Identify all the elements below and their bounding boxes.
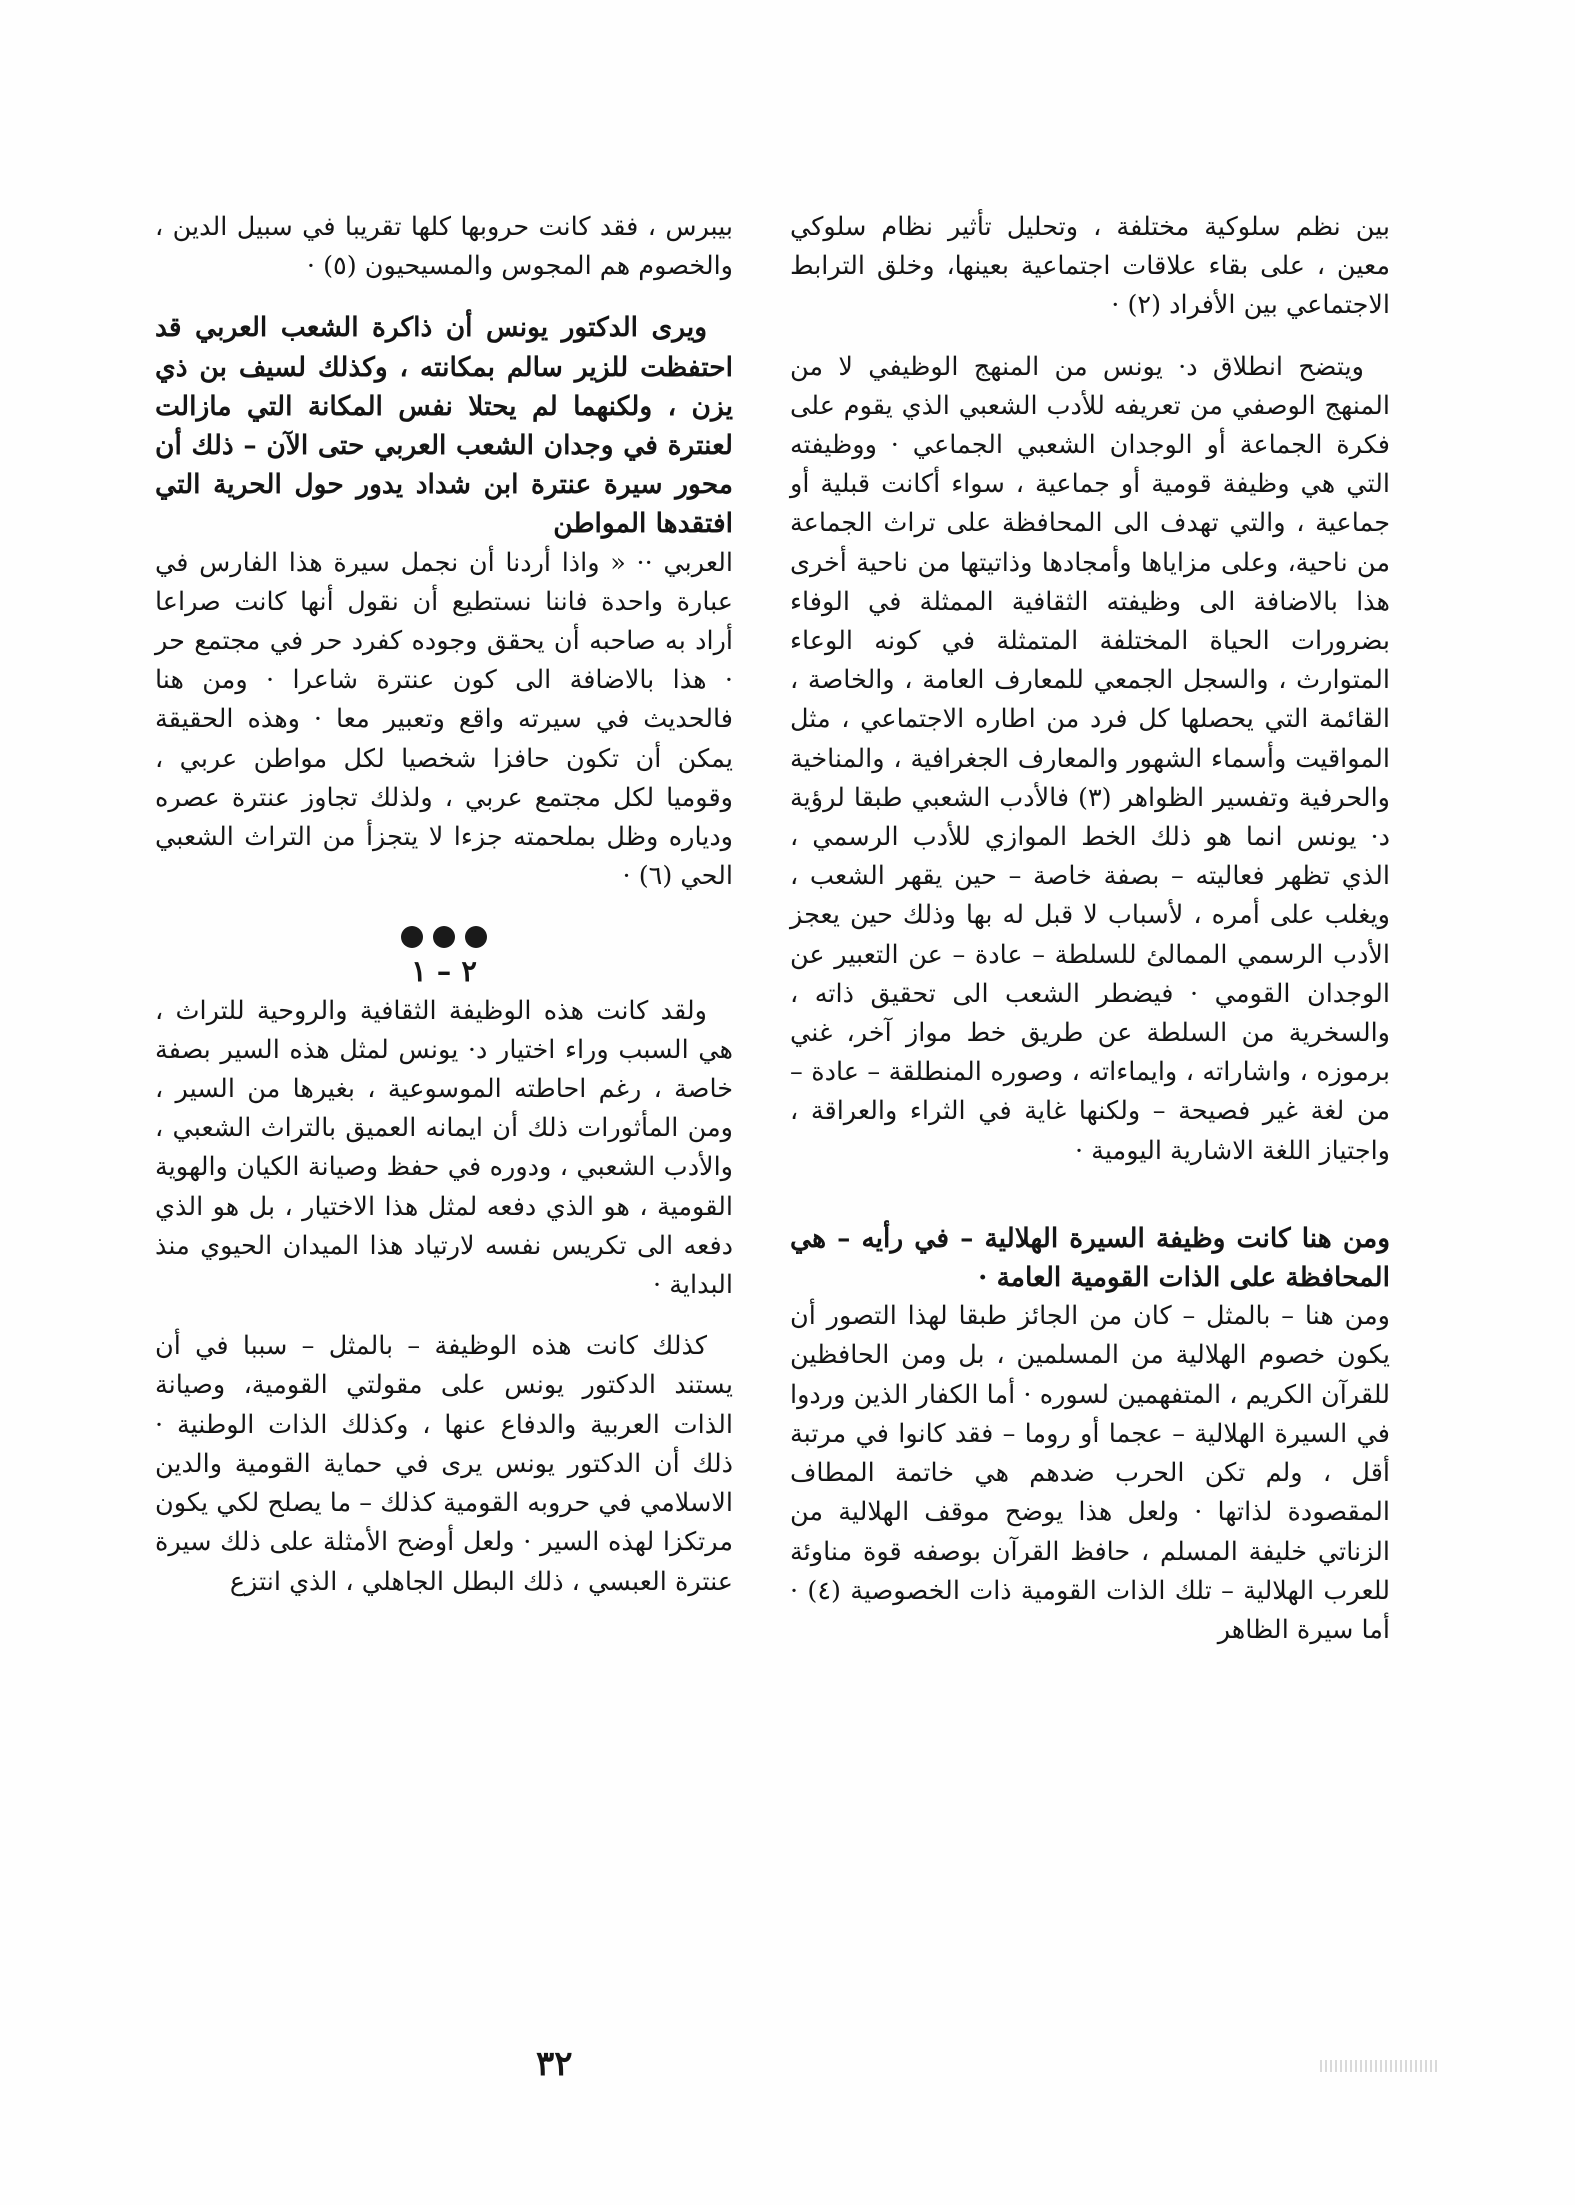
paragraph: ومن هنا – بالمثل – كان من الجائز طبقا لهذا التصور أن يكون خصوم الهلالية من المسلمين ، بل ومن الحافظين للقرآن الكريم ، المتفهمين لسوره · أما الكفار الذين وردوا في السيرة الهلالية – عجما أو روما – فقد كانوا في مرتبة أقل ، ولم تكن الحرب ضدهم هي خاتمة المطاف المقصودة لذاتها · ولعل هذا يوضح موقف الهلالية من الزناتي خليفة المسلم ، حافظ القرآن بوصفه قوة مناوئة للعرب الهلالية – تلك الذات القومية ذات الخصوصية (٤) · أما سيرة الظاهر <box>790 1301 1390 1645</box>
scan-artifact <box>1320 2060 1440 2072</box>
paragraph: بيبرس ، فقد كانت حروبها كلها تقريبا في سبيل الدين ، والخصوم هم المجوس والمسيحيون (٥) · <box>155 212 733 282</box>
left-column <box>155 208 733 1602</box>
page-number: ٣٢ <box>536 2044 573 2084</box>
section-divider-dots <box>155 926 733 952</box>
dot-icon <box>433 926 455 948</box>
dot-icon <box>401 926 423 948</box>
dot-icon <box>465 926 487 948</box>
right-column <box>790 208 1390 1650</box>
paragraph: ولقد كانت هذه الوظيفة الثقافية والروحية للتراث ، هي السبب وراء اختيار د· يونس لمثل هذه السير بصفة خاصة ، رغم احاطته الموسوعية ، بغيرها من السير ، ومن المأثورات ذلك أن ايمانه العميق بالتراث الشعبي ، والأدب الشعبي ، ودوره في حفظ وصيانة الكيان والهوية القومية ، هو الذي دفعه لمثل هذا الاختيار ، بل هو الذي دفعه الى تكريس نفسه لارتياد هذا الميدان الحيوي منذ البداية · <box>155 995 733 1301</box>
bold-paragraph: ومن هنا كانت وظيفة السيرة الهلالية – في رأيه – هي المحافظة على الذات القومية العامة · <box>790 1222 1390 1294</box>
paragraph: ويتضح انطلاق د· يونس من المنهج الوظيفي لا من المنهج الوصفي من تعريفه للأدب الشعبي الذي يقوم على فكرة الجماعة أو الوجدان الشعبي الجماعي · ووظيفته التي هي وظيفة قومية أو جماعية ، سواء أكانت قبلية أو جماعية ، والتي تهدف الى المحافظة على تراث الجماعة من ناحية، وعلى مزاياها وأمجادها وذاتيتها من ناحية أخرى هذا بالاضافة الى وظيفته الثقافية الممثلة في الوفاء بضرورات الحياة المختلفة المتمثلة في كونه الوعاء المتوارث ، والسجل الجمعي للمعارف العامة ، والخاصة ، القائمة التي يحصلها كل فرد من اطاره الاجتماعي ، مثل المواقيت وأسماء الشهور والمعارف الجغرافية ، والمناخية والحرفية وتفسير الظواهر (٣) فالأدب الشعبي طبقا لرؤية د· يونس انما هو ذلك الخط الموازي للأدب الرسمي ، الذي تظهر فعاليته – بصفة خاصة – حين يقهر الشعب ، ويغلب على أمره ، لأسباب لا قبل له بها وذلك حين يعجز الأدب الرسمي الممالئ للسلطة – عادة – عن التعبير عن الوجدان القومي · فيضطر الشعب الى تحقيق ذاته ، والسخرية من السلطة عن طريق خط مواز آخر، غني برموزه ، واشاراته ، وايماءاته ، وصوره المنطلقة – عادة – من لغة غير فصيحة – ولكنها غاية في الثراء والعراقة ، واجتياز اللغة الاشارية اليومية · <box>790 351 1390 1166</box>
bold-paragraph: ويرى الدكتور يونس أن ذاكرة الشعب العربي قد احتفظت للزير سالم بمكانته ، وكذلك لسيف بن ذي يزن ، ولكنهما لم يحتلا نفس المكانة التي مازالت لعنترة في وجدان الشعب العربي حتى الآن – ذلك أن محور سيرة عنترة ابن شداد يدور حول الحرية التي افتقدها المواطن <box>155 312 733 540</box>
paragraph: العربي ·· « واذا أردنا أن نجمل سيرة هذا الفارس في عبارة واحدة فاننا نستطيع أن نقول أنها كانت صراعا أراد به صاحبه أن يحقق وجوده كفرد حر في مجتمع حر · هذا بالاضافة الى كون عنترة شاعرا · ومن هنا فالحديث في سيرته واقع وتعبير معا · وهذه الحقيقة يمكن أن تكون حافزا شخصيا لكل مواطن عربي ، وقوميا لكل مجتمع عربي ، ولذلك تجاوز عنترة عصره ودياره وظل بملحمته جزءا لا يتجزأ من التراث الشعبي الحي (٦) · <box>155 547 733 892</box>
paragraph: بين نظم سلوكية مختلفة ، وتحليل تأثير نظام سلوكي معين ، على بقاء علاقات اجتماعية بعينها، وخلق الترابط الاجتماعي بين الأفراد (٢) · <box>790 212 1390 321</box>
paragraph: كذلك كانت هذه الوظيفة – بالمثل – سببا في أن يستند الدكتور يونس على مقولتي القومية، وصيانة الذات العربية والدفاع عنها ، وكذلك الذات الوطنية · ذلك أن الدكتور يونس يرى في حماية القومية والدين الاسلامي في حروبه القومية كذلك – ما يصلح لكي يكون مرتكزا لهذه السير · ولعل أوضح الأمثلة على ذلك سيرة عنترة العبسي ، ذلك البطل الجاهلي ، الذي انتزع <box>155 1331 733 1597</box>
section-heading: ٢ – ١ <box>411 954 477 989</box>
